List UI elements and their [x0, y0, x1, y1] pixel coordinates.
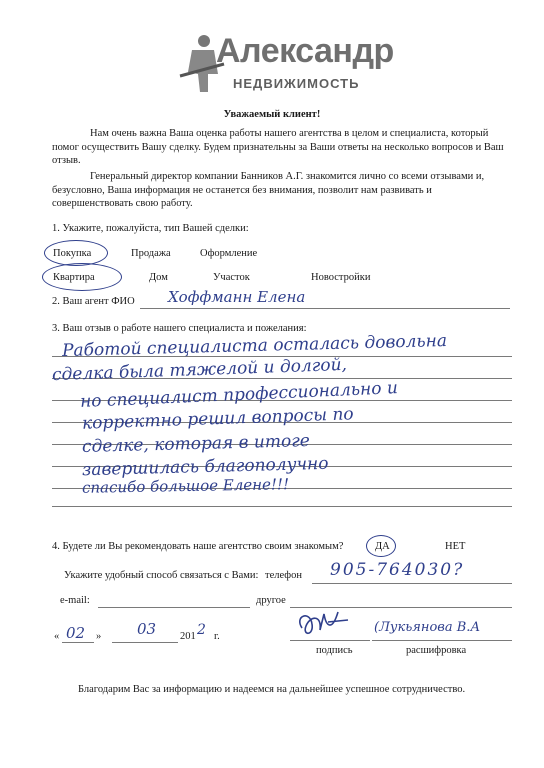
date-day-line [62, 642, 94, 643]
email-label: e-mail: [60, 595, 90, 606]
email-line[interactable] [98, 607, 250, 608]
feedback-line-5: сделке, которая в итоге [81, 431, 311, 457]
feedback-line-3: но специалист профессионально и [79, 378, 399, 412]
option-purchase[interactable]: Покупка [53, 248, 92, 259]
feedback-line-6: завершилась благополучно [81, 453, 329, 481]
option-new-buildings[interactable]: Новостройки [311, 272, 371, 283]
circle-mark-apartment [42, 263, 122, 291]
contact-label: Укажите удобный способ связаться с Вами: [64, 570, 259, 581]
signature-label: подпись [316, 645, 353, 656]
date-close-quote: » [96, 631, 102, 642]
logo-company-name: Александр [216, 32, 394, 70]
recommend-yes[interactable]: ДА [375, 541, 390, 552]
q2-label: 2. Ваш агент ФИО [52, 296, 135, 307]
feedback-line-2: сделка была тяжелой и долгой, [51, 354, 348, 386]
company-logo [178, 28, 394, 98]
feedback-line-1: Работой специалиста осталась довольна [61, 330, 448, 362]
decode-value[interactable]: (Лукьянова В.А [374, 620, 481, 635]
decode-label: расшифровка [406, 645, 467, 656]
date-month-line [112, 642, 178, 643]
date-year-suffix[interactable]: 2 [197, 622, 206, 638]
feedback-line-7: спасибо большое Елене!!! [81, 475, 290, 497]
option-apartment[interactable]: Квартира [53, 272, 95, 283]
intro-paragraph-2: Генеральный директор компании Банников А.Г. знакомится лично со всеми отзывами и, безусловно, Ваша информация не останется без внимания, позволит нам развивать и совершенствовать свою работу. [52, 171, 485, 209]
agent-name-answer[interactable]: Хоффманн Елена [168, 288, 306, 306]
other-label: другое [256, 595, 286, 606]
logo-tagline: НЕДВИЖИМОСТЬ [233, 76, 360, 91]
option-registration[interactable]: Оформление [200, 248, 258, 259]
q4-label: 4. Будете ли Вы рекомендовать наше агентство своим знакомым? [52, 541, 344, 552]
option-land[interactable]: Участок [213, 272, 250, 283]
date-open-quote: « [54, 631, 60, 642]
circle-mark-yes [366, 535, 396, 557]
intro-paragraph-1: Нам очень важна Ваша оценка работы нашего агентства в целом и специалиста, который помог осуществить Вашу сделку. Будем признательны за Ваши ответы на несколько вопросов и Ваш отзыв. [52, 128, 504, 166]
agent-name-line [140, 308, 510, 309]
circle-mark-purchase [44, 240, 108, 266]
phone-line [312, 583, 512, 584]
feedback-line-4: корректно решил вопросы по [81, 404, 354, 434]
feedback-area[interactable] [51, 330, 512, 510]
date-suffix: г. [214, 631, 220, 642]
option-sale[interactable]: Продажа [131, 248, 171, 259]
date-day[interactable]: 02 [66, 624, 86, 642]
q3-label: 3. Ваш отзыв о работе нашего специалиста и пожелания: [52, 323, 307, 334]
phone-answer[interactable]: 905-764030? [330, 560, 465, 580]
decode-line [372, 640, 512, 641]
closing-text: Благодарим Вас за информацию и надеемся на дальнейшее успешное сотрудничество. [78, 684, 466, 695]
date-month[interactable]: 03 [137, 620, 157, 638]
phone-label: телефон [265, 570, 302, 581]
greeting-heading: Уважаемый клиент! [223, 109, 321, 120]
q1-label: 1. Укажите, пожалуйста, тип Вашей сделки: [52, 223, 249, 234]
date-year-prefix: 201 [180, 631, 196, 642]
option-house[interactable]: Дом [149, 272, 168, 283]
signature-line [290, 640, 370, 641]
feedback-rule [52, 506, 512, 507]
recommend-no[interactable]: НЕТ [445, 541, 466, 552]
